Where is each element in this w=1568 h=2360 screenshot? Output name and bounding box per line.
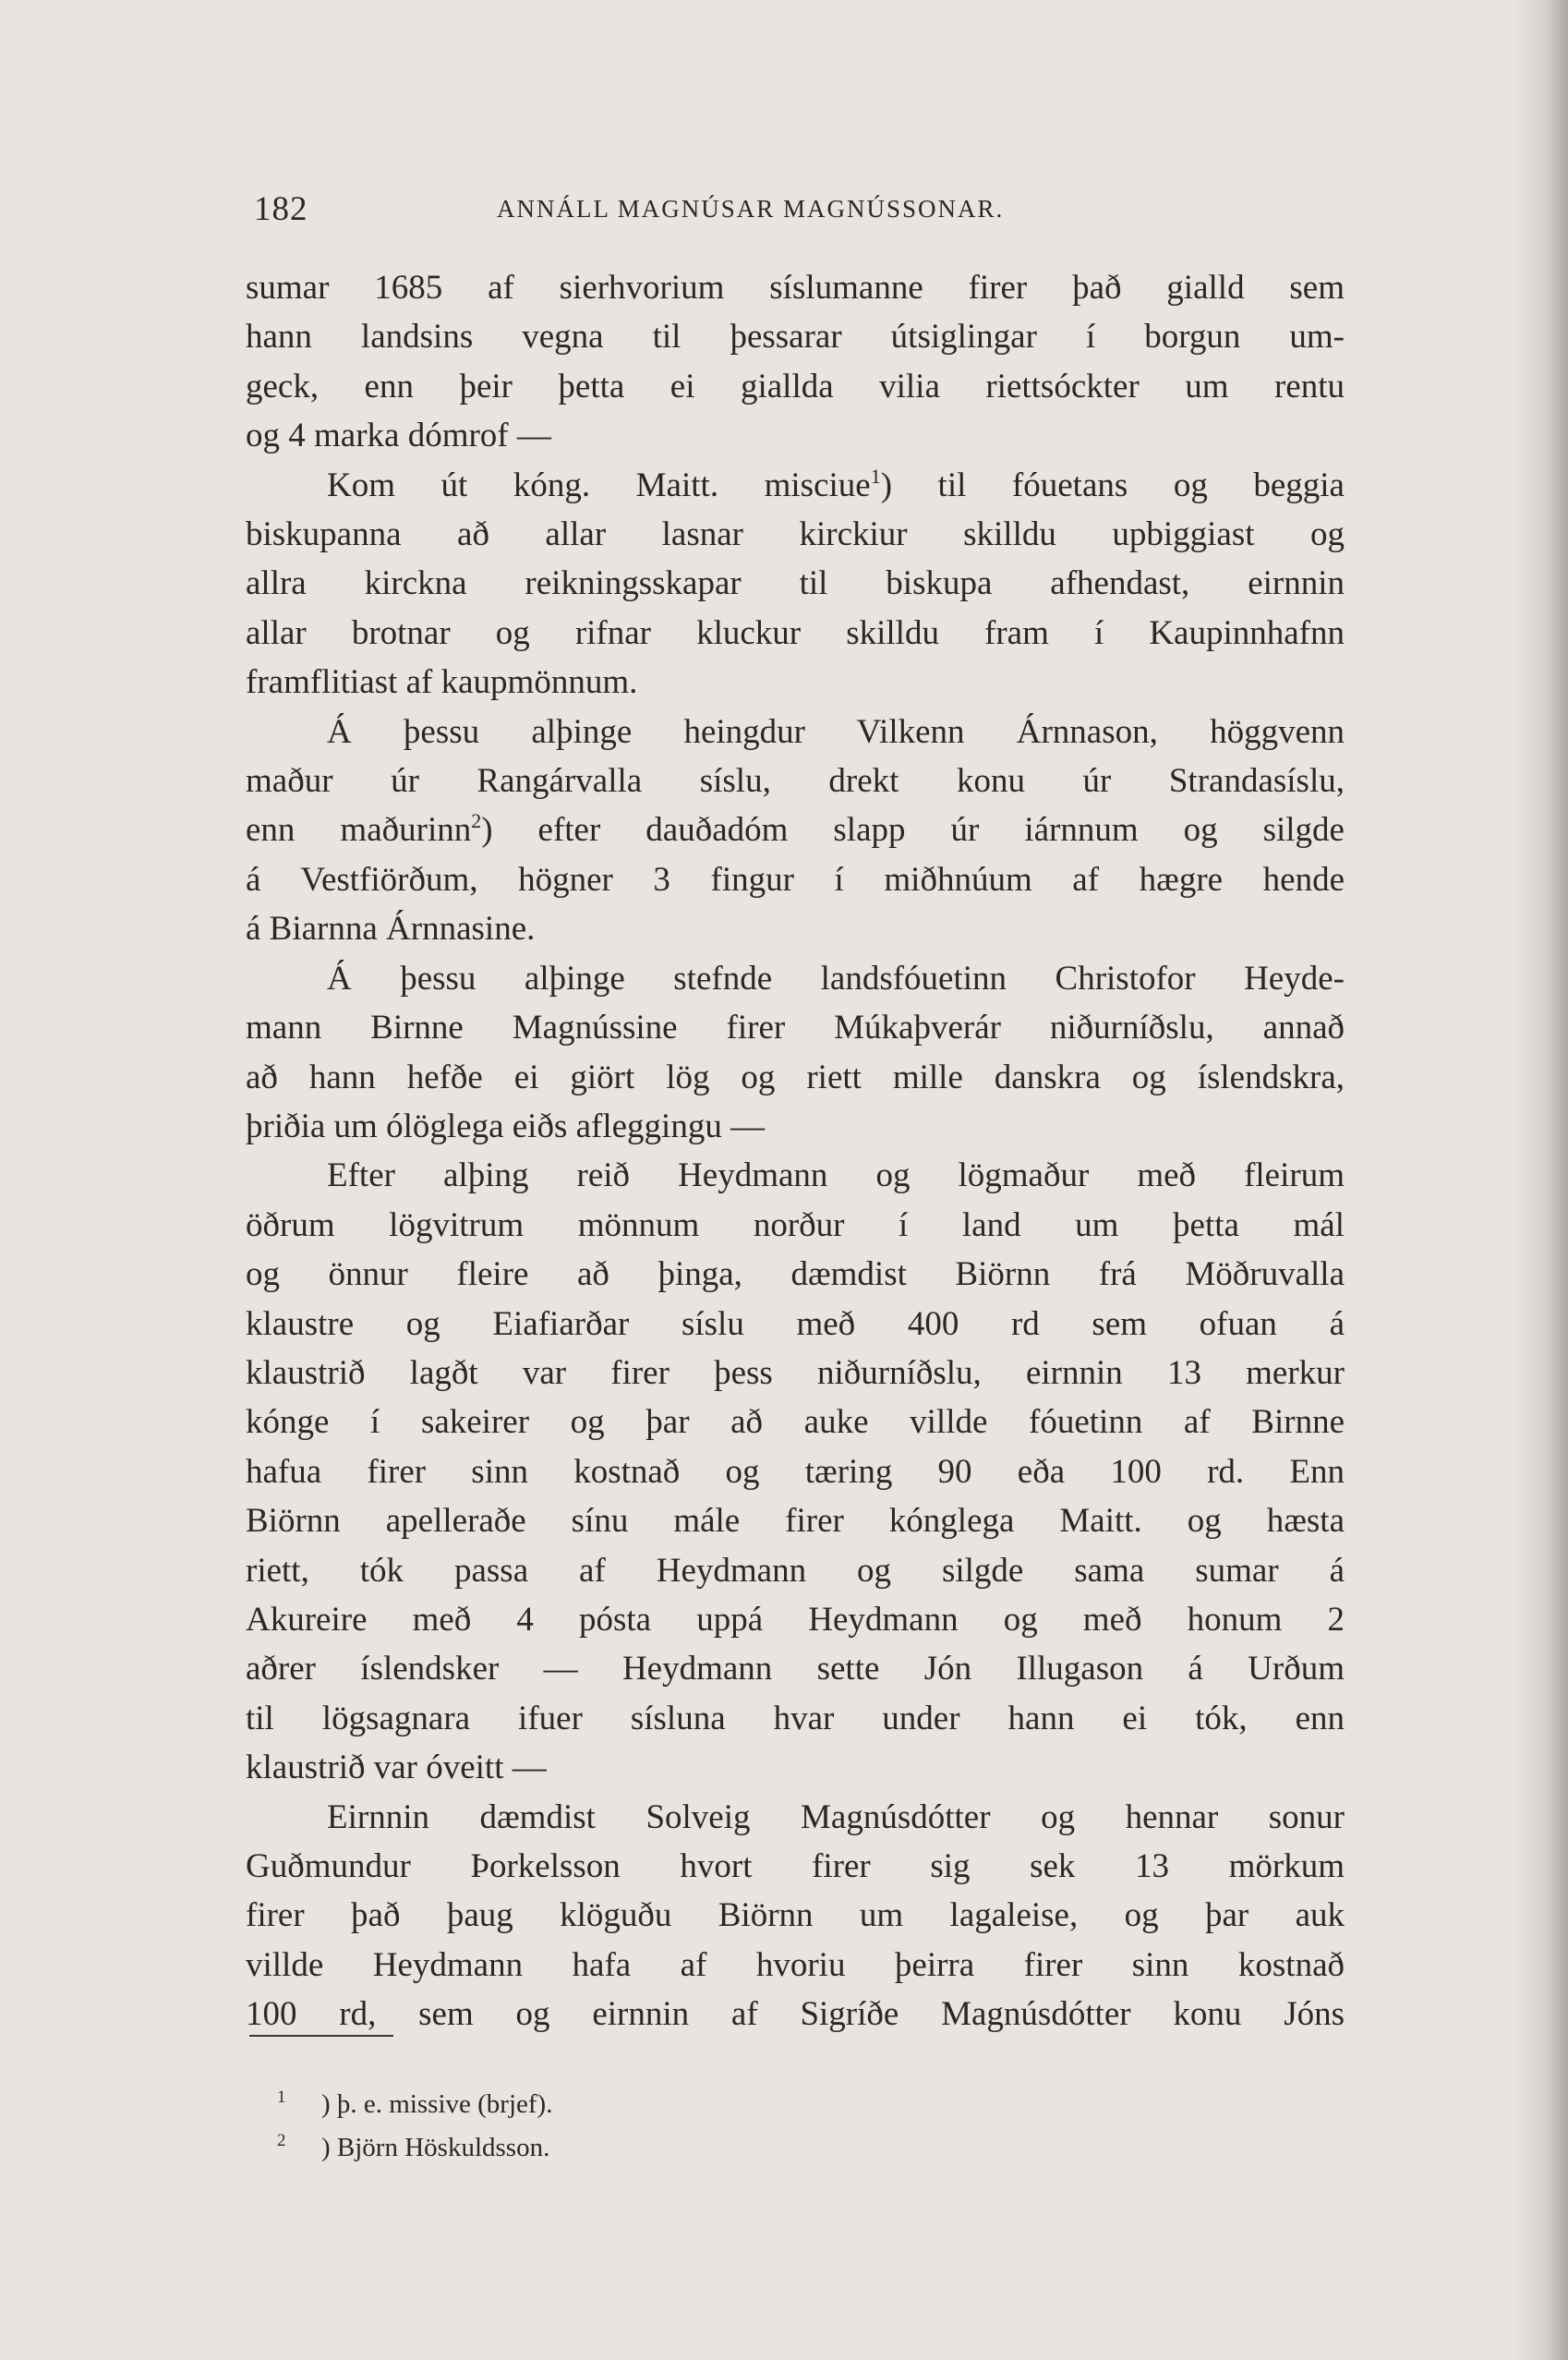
body-text [246, 263, 1345, 2039]
footnote-mark [277, 2126, 321, 2170]
line-text: enn maðurinn [246, 811, 472, 850]
footnote-mark [277, 2083, 321, 2126]
text-line: Eirnnin dæmdist Solveig Magnúsdótter og hennar sonur [327, 1797, 1345, 1836]
text-line: 100 rd, sem og eirnnin af Sigríðe Magnúsdótter konu Jóns [246, 1995, 1345, 2034]
line-tail: ) til fóuetans og beggia [880, 466, 1345, 504]
running-title: ANNÁLL MAGNÚSAR MAGNÚSSONAR. [497, 195, 1005, 223]
text-line: Akureire með 4 pósta uppá Heydmann og með honum 2 [246, 1600, 1345, 1639]
text-line: aðrer íslendsker — Heydmann sette Jón Illugason á Urðum [246, 1650, 1345, 1688]
text-line: allar brotnar og rifnar kluckur skilldu fram í Kaupinnhafnn [246, 613, 1345, 652]
footnote-ref-2: 2 [471, 809, 482, 833]
footnote-1 [277, 2083, 552, 2126]
text-line: sumar 1685 af sierhvorium síslumanne firer það gialld sem [246, 269, 1345, 307]
footnote-2 [277, 2126, 552, 2170]
text-line: Á þessu alþinge stefnde landsfóuetinn Christofor Heyde- [327, 959, 1345, 998]
text-line: allra kirckna reikningsskapar til biskupa afhendast, eirnnin [246, 564, 1345, 603]
text-line: biskupanna að allar lasnar kirckiur skilldu upbiggiast og [246, 515, 1345, 554]
text-line: klaustre og Eiafiarðar síslu með 400 rd sem ofuan á [246, 1304, 1345, 1343]
text-line: Guðmundur Þorkelsson hvort firer sig sek 13 mörkum [246, 1847, 1345, 1885]
text-line: Efter alþing reið Heydmann og lögmaður með fleirum [327, 1156, 1345, 1195]
text-line: til lögsagnara ifuer sísluna hvar under hann ei tók, enn [246, 1699, 1345, 1737]
text-line-with-footnote-2 [246, 805, 1345, 854]
text-line: mann Birnne Magnússine firer Múkaþverár niðurníðslu, annað [246, 1009, 1345, 1047]
text-line: hafua firer sinn kostnað og tæring 90 eða 100 rd. Enn [246, 1452, 1345, 1491]
footnote-divider [249, 2035, 393, 2037]
footnote-number: 2 [277, 2131, 286, 2150]
text-line: firer það þaug klöguðu Biörnn um lagaleise, og þar auk [246, 1896, 1345, 1935]
text-line: á Biarnna Árnnasine. [246, 910, 536, 949]
page-edge-shadow [1513, 0, 1568, 2360]
text-line: framflitiast af kaupmönnum. [246, 663, 638, 702]
footnotes [277, 2083, 552, 2170]
footnote-number: 1 [277, 2088, 286, 2107]
text-line: klaustrið lagðt var firer þess niðurníðslu, eirnnin 13 merkur [246, 1353, 1345, 1392]
text-line: og önnur fleire að þinga, dæmdist Biörnn frá Möðruvalla [246, 1255, 1345, 1294]
text-line: villde Heydmann hafa af hvoriu þeirra firer sinn kostnað [246, 1945, 1345, 1984]
text-line: að hann hefðe ei giört lög og riett mille danskra og íslendskra, [246, 1058, 1345, 1096]
line-tail: ) efter dauðadóm slapp úr iárnnum og silgde [481, 811, 1345, 850]
page-header [249, 189, 1357, 236]
text-line: öðrum lögvitrum mönnum norður í land um þetta mál [246, 1205, 1345, 1244]
page-number: 182 [254, 190, 308, 228]
text-line: hann landsins vegna til þessarar útsiglingar í borgun um- [246, 318, 1345, 357]
text-line: maður úr Rangárvalla síslu, drekt konu úr Strandasíslu, [246, 762, 1345, 801]
footnote-text: ) þ. e. missive (brjef). [321, 2089, 553, 2119]
text-line: Biörnn apelleraðe sínu mále firer kónglega Maitt. og hæsta [246, 1502, 1345, 1541]
line-text: Kom út kóng. Maitt. misciue [327, 466, 871, 504]
text-line: kónge í sakeirer og þar að auke villde fóuetinn af Birnne [246, 1403, 1345, 1442]
footnote-text: ) Björn Höskuldsson. [321, 2133, 550, 2162]
text-line: geck, enn þeir þetta ei giallda vilia riettsóckter um rentu [246, 367, 1345, 405]
text-line: Á þessu alþinge heingdur Vilkenn Árnnason, höggvenn [327, 712, 1345, 751]
footnote-ref-1: 1 [870, 464, 881, 488]
text-line: á Vestfiörðum, högner 3 fingur í miðhnúum af hægre hende [246, 860, 1345, 899]
text-line: og 4 marka dómrof — [246, 417, 551, 455]
text-line: klaustrið var óveitt — [246, 1749, 547, 1787]
text-line: riett, tók passa af Heydmann og silgde sama sumar á [246, 1551, 1345, 1590]
text-line: þriðia um ólöglega eiðs afleggingu — [246, 1107, 766, 1145]
text-line-with-footnote-1 [246, 461, 1345, 510]
